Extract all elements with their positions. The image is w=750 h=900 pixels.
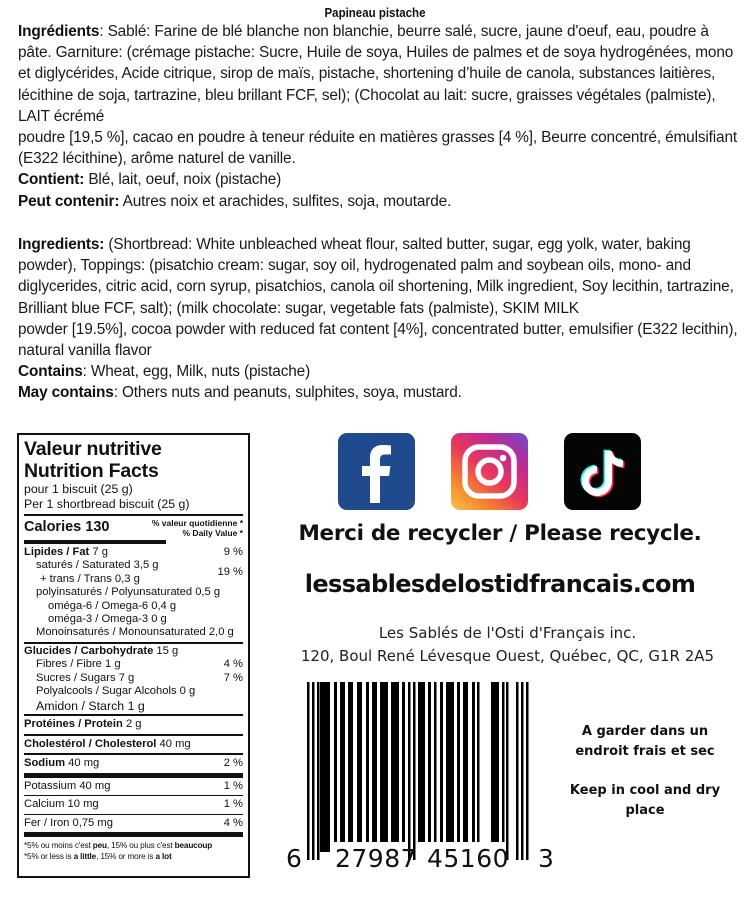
potassium-row <box>24 778 243 795</box>
dv-header-en: % Daily Value * <box>182 528 243 538</box>
saturated-row: saturés / Saturated 3,5 g <box>36 559 159 572</box>
potassium-dv: 1 % <box>223 779 243 792</box>
ingredients-fr-cont: poudre [19,5 %], cacao en poudre à teneur réduite en matières grasses [4 %], Beurre concentré, émulsifiant (E322 lécithine), arôme naturel de vanille. <box>18 129 737 168</box>
ingredients-fr-label: Ingrédients <box>18 23 100 40</box>
storage-instructions <box>565 722 725 820</box>
tiktok-icon[interactable] <box>564 433 641 510</box>
fat-amount: 7 g <box>89 546 108 558</box>
barcode-group-right: 45160 <box>427 844 510 873</box>
cholesterol-label: Cholestérol / Cholesterol <box>24 737 157 750</box>
barcode-digit-last: 3 <box>538 844 554 873</box>
trans-row: + trans / Trans 0,3 g <box>40 572 140 585</box>
sodium-label: Sodium <box>24 757 66 770</box>
facebook-icon[interactable] <box>338 433 415 510</box>
barcode <box>285 682 565 886</box>
ingredients-en-text-1: (Shortbread: White unbleached wheat flour, salted butter, sugar, egg yolk, water, baking powder), Toppings: (pisatchio cream: sugar, soy oil, hydrogenated palm and soybean oils, mono- and diglycerides, citric acid, corn syrup, pisatchios, canola oil shortening, Milk ingredient, Soy lecithin, tartrazine, Brilliant blue FCF, salt); (milk chocolate: sugar, vegetable fats (palmiste), SKIM MILK <box>18 236 734 317</box>
starch-row: Amidon / Starch 1 g <box>36 699 145 714</box>
contains-fr <box>18 169 738 190</box>
barcode-digit-first: 6 <box>286 844 302 873</box>
nutrition-title-en: Nutrition Facts <box>24 460 159 482</box>
contains-en-text: : Wheat, egg, Milk, nuts (pistache) <box>82 363 311 381</box>
ingredients-fr-text-1: : Sablé: Farine de blé blanche non blanchie, beurre salé, sucre, jaune d'oeuf, eau, poudre à pâte. Garniture: (crémage pistache: Sucre, Huile de soya, Huiles de palmes et de soya hydrogénées, mono et diglycérides, Acide citrique, sirop de maïs, pistache, shortening d’huile de canola, substances laitières, lécithine de soja, tartrazine, bleu brillant FCF, sel); (Chocolat au lait: sucre, graisses végétales (palmiste), LAIT écrémé <box>18 23 734 125</box>
barcode-group-left: 27987 <box>335 844 418 873</box>
contains-en <box>18 361 738 382</box>
may-contain-en-text: : Others nuts and peanuts, sulphites, soya, mustard. <box>113 384 462 402</box>
fibre-dv: 4 % <box>223 658 243 671</box>
website-link[interactable]: lessablesdelostidfrancais.com <box>304 570 696 598</box>
company-info <box>280 622 735 668</box>
instagram-icon[interactable] <box>451 433 528 510</box>
ingredients-en-label: Ingredients: <box>18 236 105 253</box>
fat-row <box>24 546 243 559</box>
dv-header-fr: % valeur quotidienne * <box>151 518 243 528</box>
calories-bar <box>24 540 166 544</box>
storage-en: Keep in cool and dry place <box>569 783 721 818</box>
calcium-row <box>24 796 243 813</box>
footnote-en: *5% or less is a little, 15% or more is a lot <box>24 851 172 861</box>
sugars-label: Sucres / Sugars 7 g <box>36 671 135 684</box>
nutrition-title-fr: Valeur nutritive <box>24 438 162 460</box>
contains-fr-label: Contient: <box>18 171 85 189</box>
footnote <box>24 837 243 862</box>
calories-row <box>24 516 243 540</box>
may-contain-en-label: May contains <box>18 384 114 402</box>
iron-dv: 4 % <box>223 816 243 829</box>
fat-dv: 9 % <box>223 546 243 558</box>
fibre-label: Fibres / Fibre 1 g <box>36 658 121 671</box>
company-address: 120, Boul René Lévesque Ouest, Québec, QC, G1R 2A5 <box>300 647 715 665</box>
fat-label: Lipides / Fat <box>24 546 90 558</box>
daily-value-header <box>152 518 243 538</box>
calcium-label: Calcium 10 mg <box>24 798 99 811</box>
ingredients-en-block <box>18 234 738 404</box>
saturated-trans-group <box>24 559 243 586</box>
may-contain-fr <box>18 191 738 212</box>
sugar-alcohols-row: Polyalcools / Sugar Alcohols 0 g <box>36 685 196 698</box>
ingredients-en <box>18 234 738 319</box>
social-icons <box>338 433 641 510</box>
protein-label: Protéines / Protein <box>24 718 123 731</box>
omega3-row: oméga-3 / Omega-3 0 g <box>48 613 167 626</box>
fibre-row <box>24 658 243 671</box>
contains-en-label: Contains <box>18 363 83 381</box>
nutrition-facts-table <box>17 433 250 878</box>
ingredients-fr-block <box>18 21 738 212</box>
carbohydrate-amount: 15 g <box>153 644 179 657</box>
potassium-label: Potassium 40 mg <box>24 779 111 792</box>
iron-row <box>24 815 243 832</box>
protein-amount: 2 g <box>122 718 142 731</box>
recycle-message: Merci de recycler / Please recycle. <box>298 521 702 546</box>
sat-trans-dv: 19 % <box>217 566 243 579</box>
may-contain-fr-text: Autres noix et arachides, sulfites, soja, moutarde. <box>119 192 452 210</box>
calories: Calories 130 <box>24 519 110 535</box>
polyunsaturated-row: polyinsaturés / Polyunsaturated 0,5 g <box>36 586 221 599</box>
sugars-row <box>24 672 243 685</box>
cholesterol-amount: 40 mg <box>156 737 191 750</box>
carbohydrate-label: Glucides / Carbohydrate <box>24 644 154 657</box>
may-contain-fr-label: Peut contenir: <box>18 192 120 210</box>
sodium-row <box>24 755 243 772</box>
monounsaturated-row: Monoinsaturés / Monounsaturated 2,0 g <box>36 626 234 639</box>
iron-label: Fer / Iron 0,75 mg <box>24 816 113 829</box>
sodium-dv: 2 % <box>223 757 243 770</box>
sodium-amount: 40 mg <box>65 757 100 770</box>
protein-row <box>24 716 243 733</box>
omega6-row: oméga-6 / Omega-6 0,4 g <box>48 599 177 612</box>
carbohydrate-row <box>24 644 243 658</box>
serving-size-fr: pour 1 biscuit (25 g) <box>24 482 133 496</box>
cholesterol-row <box>24 736 243 753</box>
calcium-dv: 1 % <box>223 798 243 811</box>
ingredients-fr <box>18 21 738 127</box>
storage-fr: A garder dans un endroit frais et sec <box>575 724 715 759</box>
may-contain-en <box>18 382 738 403</box>
sugars-dv: 7 % <box>223 671 243 684</box>
product-title: Papineau pistache <box>324 6 426 20</box>
serving-size-en: Per 1 shortbread biscuit (25 g) <box>24 497 190 511</box>
footnote-fr: *5% ou moins c'est peu, 15% ou plus c'est beaucoup <box>24 840 213 850</box>
contains-fr-text: Blé, lait, oeuf, noix (pistache) <box>84 171 282 189</box>
company-name: Les Sablés de l'Osti d'Français inc. <box>378 624 637 642</box>
ingredients-en-cont: powder [19.5%], cocoa powder with reduced fat content [4%], concentrated butter, emulsifier (E322 lecithin), natural vanilla flavor <box>18 320 738 360</box>
